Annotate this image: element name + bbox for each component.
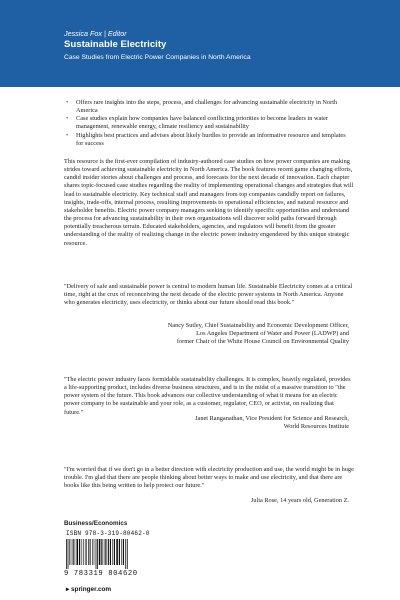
barcode-bar — [114, 539, 115, 565]
feature-bullet — [64, 132, 354, 148]
barcode-bar — [123, 539, 124, 565]
feature-bullet-text: Highlights best practices and advises about likely hurdles to provide an informative resource and templates for success — [76, 131, 346, 147]
endorsement-quote: "Delivery of safe and sustainable power is central to modern human life. Sustainable Electricity comes at a critical time, right at the crux of reconceiving the next decade of the electric power systems in North America. Anyone who generates electricity, uses electricity, or thinks about our future should read this book." — [64, 283, 353, 307]
feature-bullet — [64, 99, 354, 115]
barcode-bar — [71, 539, 72, 565]
barcode-bar — [127, 539, 128, 569]
barcode-bar — [108, 539, 109, 565]
book-description: This resource is the first-ever compilation of industry-authored case studies on how power companies are making strides toward achieving sustainable electricity in North America. The book features recent game changing efforts, candid insider stories about challenges and process, and forecasts for the next decade of innovation. Each chapter shares topic-focused case studies regarding the reality of implementing operational changes and strategies that will lead to sustainable electricity. Key technical staff and managers from top companies candidly report on failures, insights, trade-offs, internal process, resulting improvements to operational efficiencies, and natural resource and stakeholder benefits. Electric power company managers seeking to identify specific opportunities and understand the process for advancing sustainability in their own organizations will discover solid paths forward through potentially treacherous terrain. Educated stakeholders, agencies, and regulators will benefit from the greater understanding of the reality of realizing change in the electric power industry engendered by this unique strategic resource. — [64, 158, 354, 247]
endorsement-attribution — [64, 322, 349, 346]
barcode-bar — [92, 539, 93, 565]
barcode-bar — [104, 539, 105, 565]
barcode-panel — [64, 530, 154, 581]
publisher-url-text: springer.com — [70, 586, 112, 593]
barcode-bar — [83, 539, 84, 565]
barcode-bar — [75, 539, 76, 565]
endorsement-quote: "I'm worried that if we don't go in a better direction with electricity production and use, the world might be in huge trouble. I'm glad that there are people thinking about better ways to make and use electricity, and that there are books like this being written to help protect our future." — [64, 466, 354, 490]
barcode-bar — [86, 539, 87, 565]
barcode-bar — [90, 539, 91, 565]
attribution-line: World Resources Institute — [283, 423, 349, 431]
barcode-bar — [68, 539, 69, 569]
barcode-bar — [77, 539, 79, 565]
barcode-bar — [82, 539, 83, 565]
feature-bullet-text: Offers rare insights into the steps, process, and challenges for advancing sustainable electricity in North America — [76, 99, 338, 115]
isbn-label: ISBN 978-3-319-80462-0 — [66, 530, 150, 537]
cover-header — [0, 0, 400, 87]
attribution-line: Nancy Sutley, Chief Sustainability and Economic Development Officer, — [167, 322, 349, 329]
barcode-bar — [105, 539, 106, 565]
barcode-bar — [112, 539, 113, 565]
editor-line — [64, 29, 127, 38]
subject-category: Business/Economics — [64, 520, 128, 527]
barcode-bar — [121, 539, 122, 565]
endorsement-attribution — [64, 415, 349, 431]
barcode-bar — [69, 539, 70, 565]
attribution-line: Los Angeles Department of Water and Power (LADWP) and — [196, 330, 349, 338]
attribution-line: Janet Ranganathan, Vice President for Science and Research, — [195, 415, 349, 422]
barcode-bar — [85, 539, 86, 565]
editor-separator: | — [103, 29, 108, 38]
editor-name: Jessica Fox — [64, 29, 102, 38]
book-subtitle: Case Studies from Electric Power Companies in North America — [64, 54, 251, 61]
bullet-icon: • — [66, 99, 69, 106]
bullet-icon: • — [66, 115, 69, 123]
feature-bullet-list — [64, 99, 354, 148]
barcode-bar — [73, 539, 74, 565]
barcode-bar — [125, 539, 126, 569]
barcode-bar — [94, 539, 95, 565]
barcode-bar — [99, 539, 101, 565]
publisher-url — [66, 585, 111, 593]
bullet-icon: • — [66, 131, 69, 139]
barcode-bar — [88, 539, 89, 565]
barcode-bar — [116, 539, 118, 565]
book-title: Sustainable Electricity — [64, 39, 167, 50]
endorsement-quote: "The electric power industry faces formidable sustainability challenges. It is complex, heavily regulated, provides a life-supporting product, includes diverse business structures, and is in the midst of a massive transition to "the power system of the future. This book advances our collective understanding of what it means for an electric power company to be sustainable and your role, as a customer, regulator, CEO, or activist, on realizing that future." — [64, 376, 351, 416]
arrow-right-icon: ▸ — [66, 586, 71, 593]
endorsement-attribution — [64, 497, 349, 505]
barcode-icon — [66, 539, 150, 569]
barcode-bar — [79, 539, 80, 565]
barcode-bar — [119, 539, 120, 565]
feature-bullet — [64, 115, 354, 131]
attribution-line: former Chair of the White House Council on Environmental Quality — [176, 338, 349, 346]
barcode-bar — [66, 539, 67, 569]
barcode-bar — [97, 539, 98, 569]
barcode-digits: 9 783319 804620 — [64, 570, 138, 578]
attribution-line: Julia Rose, 14 years old, Generation Z. — [250, 497, 349, 504]
editor-role: Editor — [107, 29, 127, 38]
feature-bullet-text: Case studies explain how companies have balanced conflicting priorities to become leaders in water management, renewable energy, climate resiliency and sustainability — [76, 115, 328, 131]
barcode-bar — [96, 539, 97, 569]
barcode-bar — [110, 539, 111, 565]
barcode-bar — [101, 539, 102, 565]
